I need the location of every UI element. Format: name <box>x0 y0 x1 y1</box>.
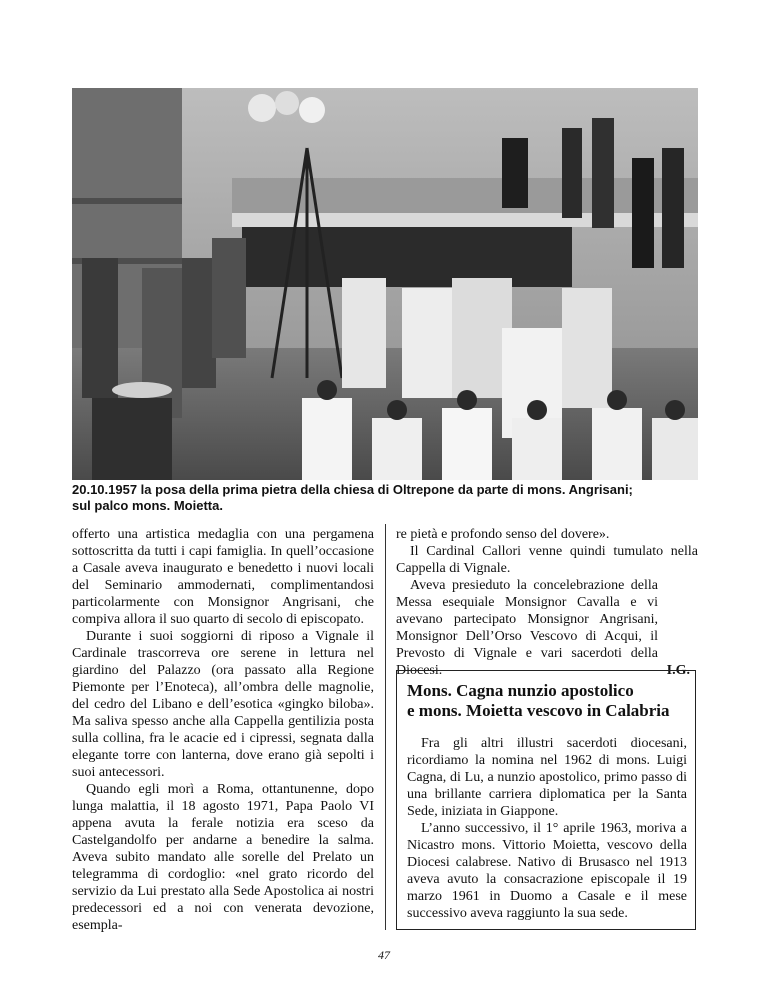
left-paragraph-1: offerto una artistica medaglia con una pergamena sottoscritta da tutti i capi famiglia. In quell’occasione a Casale aveva inaugurato e benedetto i nuovi locali del Seminario ammodernati, complimentandosi particolarmente con Monsignor Angrisani, che compiva allora il suo quarto di secolo di episcopato. <box>72 527 374 627</box>
box-title <box>407 681 687 721</box>
author-signature: I.G. <box>666 663 690 678</box>
right-paragraph-3: Aveva presieduto la concelebrazione della Messa esequiale Monsignor Cavalla e vi avevano partecipato Monsignor Angrisani, Monsignor Dell’Orso Vescovo di Acqui, il Prevosto di Vignale e vari sacerdoti della Diocesi. <box>396 578 658 678</box>
box-title-line-2: e mons. Moietta vescovo in Calabria <box>407 701 670 720</box>
right-column <box>396 526 698 679</box>
left-paragraph-3: Quando egli morì a Roma, ottantunenne, dopo lunga malattia, il 18 agosto 1971, Papa Paolo VI appena avuta la ferale notizia era sceso da Castelgandolfo per andarne a benedire la salma. Aveva subito mandato alle sorelle del Prelato un telegramma di cordoglio: «nel grato ricordo del servizio da Lui prestato alla Sede Apostolica ai nostri predecessori ed a noi con venerata devozione, esempla- <box>72 782 374 933</box>
left-paragraph-2: Durante i suoi soggiorni di riposo a Vignale il Cardinale trascorreva ore serene in lettura nel giardino del Palazzo (ora passato alla Regione Piemonte per l’Enoteca), all’ombra delle magnolie, del cedro del Libano e dell’esotica «gingko biloba». Ma saliva spesso anche alla Cappella gentilizia posta sulla collina, fra le acacie ed i cipressi, segnata dalla elegante torre con lanterna, dove erano già sepolti i suoi antecessori. <box>72 629 374 780</box>
ceremony-photo-icon <box>72 88 698 480</box>
caption-line-2: sul palco mons. Moietta. <box>72 498 223 513</box>
box-paragraph-2: L’anno successivo, il 1° aprile 1963, moriva a Nicastro mons. Vittorio Moietta, vescovo della Diocesi calabrese. Nativo di Brusasco nel 1913 aveva avuto la consacrazione episcopale il 19 marzo 1961 in Duomo a Casale e il mese successivo aveva raggiunto la sua sede. <box>407 821 687 921</box>
column-divider <box>385 524 386 930</box>
page-number: 47 <box>378 948 390 962</box>
box-paragraph-1: Fra gli altri illustri sacerdoti diocesani, ricordiamo la nomina nel 1962 di mons. Luigi Cagna, di Lu, a nunzio apostolico, primo passo di una brillante carriera diplomatica per la Santa Sede, iniziata in Giappone. <box>407 736 687 819</box>
left-column <box>72 526 374 934</box>
right-paragraph-1: re pietà e profondo senso del dovere». <box>396 527 610 542</box>
signature-block <box>396 577 698 679</box>
ceremony-photo <box>72 88 698 480</box>
box-title-line-1: Mons. Cagna nunzio apostolico <box>407 681 634 700</box>
sidebar-box <box>396 670 696 930</box>
caption-line-1: 20.10.1957 la posa della prima pietra della chiesa di Oltrepone da parte di mons. Angrisani; <box>72 482 633 497</box>
photo-caption <box>72 482 702 514</box>
right-paragraph-2: Il Cardinal Callori venne quindi tumulato nella Cappella di Vignale. <box>396 544 698 576</box>
